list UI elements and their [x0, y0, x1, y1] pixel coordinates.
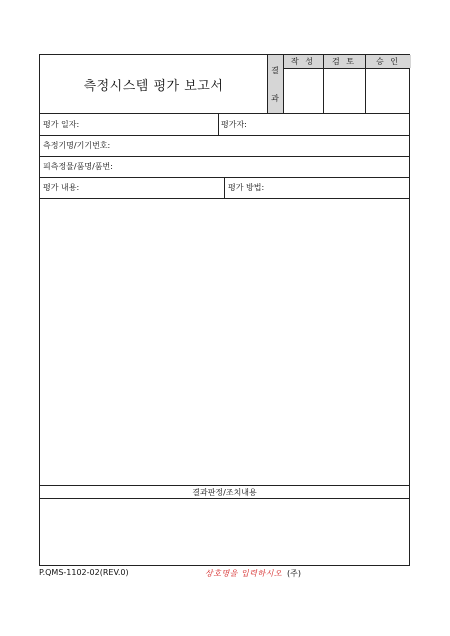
divider: [283, 68, 409, 69]
field-eval-method: 평가 방법:: [228, 183, 265, 192]
result-section-label: 결과판정/조치내용: [192, 488, 257, 497]
form-code: P.QMS-1102-02(REV.0): [39, 568, 129, 577]
report-form: [39, 54, 410, 566]
divider: [40, 135, 409, 136]
field-eval-content: 평가 내용:: [43, 183, 80, 192]
report-title: 측정시스템 평가 보고서: [83, 78, 224, 94]
approval-header-approver: 승 인: [365, 55, 411, 68]
eval-content-area[interactable]: [40, 198, 409, 485]
divider: [218, 113, 219, 135]
divider: [323, 55, 324, 113]
approval-label-bottom: 과: [271, 94, 279, 103]
divider: [40, 485, 409, 486]
divider: [267, 55, 268, 113]
divider: [40, 156, 409, 157]
field-evaluator: 평가자:: [221, 120, 247, 129]
divider: [40, 113, 409, 114]
field-eval-date: 평가 일자:: [43, 120, 80, 129]
divider: [224, 177, 225, 198]
company-suffix: (주): [287, 569, 301, 578]
field-instrument: 측정기명/기기번호:: [43, 141, 111, 150]
approval-header-author: 작 성: [283, 55, 323, 68]
signature-box-author[interactable]: [283, 68, 323, 113]
field-measured-item: 피측정물/품명/품번:: [43, 162, 113, 171]
approval-header-reviewer: 검 토: [323, 55, 365, 68]
approval-label: [267, 55, 283, 113]
company-name-prompt: 상호명을 입력하시오: [205, 569, 283, 578]
result-content-area[interactable]: [40, 498, 409, 565]
approval-label-top: 결: [271, 66, 279, 75]
signature-box-reviewer[interactable]: [323, 68, 365, 113]
divider: [283, 55, 284, 113]
divider: [365, 55, 366, 113]
signature-box-approver[interactable]: [365, 68, 411, 113]
